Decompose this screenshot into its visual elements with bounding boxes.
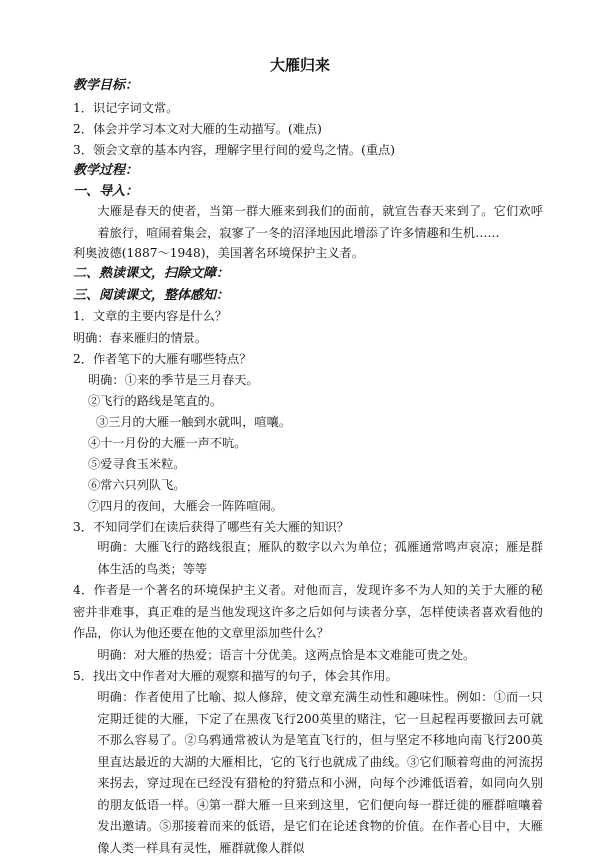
answer-3-paragraph [73,537,543,580]
goal-item: 2．体会并学习本文对大雁的生动描写。(难点) [73,122,322,136]
section2-heading: 二、熟读课文，扫除文障： [73,266,230,281]
process-heading: 教学过程： [73,163,139,178]
answer-5-paragraph [73,687,543,859]
intro-paragraph [73,201,543,244]
goals-heading: 教学目标： [73,78,139,93]
question-4-paragraph [73,580,543,645]
answer-4: 明确：对大雁的热爱；语言十分优美。这两点恰是本文难能可贵之处。 [97,648,476,662]
answer-2-item: 明确：①来的季节是三月春天。 [88,373,259,387]
answer-2-item: ③三月的大雁一触到水就叫，喧嚷。 [96,415,291,429]
question-1: 1．文章的主要内容是什么？ [73,309,228,323]
answer-1: 明确：春来雁归的情景。 [73,331,208,345]
answer-2-item: ②飞行的路线是笔直的。 [88,394,223,408]
answer-4-paragraph [73,645,543,667]
intro-heading: 一、导入： [73,184,139,199]
author-note: 利奥波德(1887～1948)，美国著名环境保护主义者。 [73,246,364,260]
question-2: 2．作者笔下的大雁有哪些特点？ [73,352,252,366]
question-4: 4．作者是一个著名的环境保护主义者。对他而言，发现许多不为人知的关于大雁的秘密并非难事，真正难的是当他发现这许多之后如何与读者分享，怎样使读者喜欢看他的作品，你认为他还要在他的文章里添加些什么？ [73,583,543,640]
intro-text: 大雁是春天的使者，当第一群大雁来到我们的面前，就宣告春天来到了。它们欢呼着旅行，喧闹着集会，寂寥了一冬的沼泽地因此增添了许多情趣和生机…… [97,204,543,240]
goal-item: 1．识记字词文常。 [73,101,179,115]
goal-item: 3．领会文章的基本内容，理解字里行间的爱鸟之情。(重点) [73,143,395,157]
section3-heading: 三、阅读课文，整体感知： [73,288,230,303]
question-5: 5．找出文中作者对大雁的观察和描写的句子，体会其作用。 [73,669,398,683]
answer-2-item: ⑦四月的夜间，大雁会一阵阵喧闹。 [88,499,283,513]
question-3: 3．不知同学们在读后获得了哪些有关大雁的知识？ [73,520,349,534]
answer-2-item: ④十一月份的大雁一声不吭。 [88,436,247,450]
answer-3: 明确：大雁飞行的路线很直；雁队的数字以六为单位；孤雁通常鸣声哀凉；雁是群体生活的鸟类；等等 [97,540,543,576]
answer-5: 明确：作者使用了比喻、拟人修辞，使文章充满生动性和趣味性。例如：①而一只定期迁徙的大雁，下定了在黑夜飞行200英里的赌注，它一旦起程再要撤回去可就不那么容易了。②乌鸦通常被认为是笔直飞行的，但与坚定不移地向南飞行200英里直达最近的大湖的大雁相比，它的飞行也就成了曲线。③它们顺着弯曲的河流拐来拐去，穿过现在已经没有猎枪的狩猎点和小洲，向每个沙滩低语着，如同向久别的朋友低语一样。④第一群大雁一旦来到这里，它们便向每一群迁徙的雁群喧嚷着发出邀请。⑤那接着而来的低语，是它们在论述食物的价值。在作者心目中，大雁像人类一样具有灵性，雁群就像人群似 [97,690,543,855]
document-title: 大雁归来 [269,56,330,74]
answer-2-item: ⑥常六只列队飞。 [88,478,186,492]
answer-2-item: ⑤爱寻食玉米粒。 [88,457,186,471]
